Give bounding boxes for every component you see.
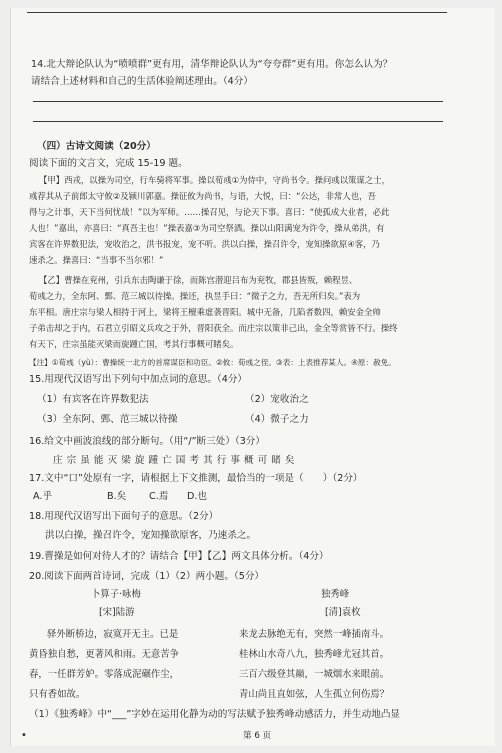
q17-option-a: A.乎 <box>33 491 53 502</box>
q15-item: （1）有宾客在许界数犯法 <box>37 394 149 405</box>
q18-sentence: 洪以白操，操召许令，宠知操欲原客，乃速杀之。 <box>45 530 257 541</box>
poem1-title: 卜算子·咏梅 <box>91 589 141 600</box>
q17-option-c: C.焉 <box>149 491 169 502</box>
q19-stem: 19.曹操是如何对待人才的？请结合【甲】【乙】两文具体分析。（4分） <box>29 551 329 562</box>
poem1-line: 黄昏独自愁，更著风和雨。无意苦争 <box>29 649 180 660</box>
page-number: 第 6 页 <box>243 731 272 741</box>
passage-b-line: 荀彧之力，全东阿、鄄、范三城以待操。操还，执昱手曰：“微子之力，吾无所归矣。”表为 <box>29 291 361 301</box>
passage-a-line: 彧荐其从子前郎太守攸②及颍川郭嘉。操征攸为尚书，与语，大悦，曰：“公达，非常人也，吾 <box>29 191 376 201</box>
q20-sub1: （1）《独秀峰》中“___”字妙在运用化静为动的写法赋予独秀峰动感活力，并生动地凸显 <box>29 709 401 720</box>
q15-item: （3）全东阿、鄄、范三城以待操 <box>37 414 178 425</box>
exam-page <box>10 8 495 746</box>
q14-line2: 请结合上述材料和自己的生活体验阐述理由。（4分） <box>31 76 253 87</box>
passage-a-line: 宾客在许界数犯法，宠收治之，洪书报宠，宠不听。洪以白操，操召许令，宠知操欲原④客，乃 <box>29 239 380 249</box>
poem2-author: [清]袁枚 <box>325 607 361 618</box>
q17-option-d: D.也 <box>187 491 208 502</box>
footnote: 【注】①荀彧（yù）：曹操统一北方的首席谋臣和功臣。②攸：荀彧之侄。③表：上表推荐某人。④原：赦免。 <box>29 358 396 367</box>
poem2-line: 青山尚且直如弦，人生孤立何伤焉？ <box>239 689 390 700</box>
q15-item: （4）微子之力 <box>245 414 309 425</box>
q16-stem: 16.给文中画波浪线的部分断句。（用“/”断三处）（3分） <box>29 436 265 447</box>
passage-a-line: 速杀之。操喜曰：“当事不当尔邪！” <box>29 255 164 265</box>
q20-stem: 20.阅读下面两首诗词，完成（1）（2）两小题。（5分） <box>29 571 265 582</box>
poem2-line: 来龙去脉绝无有，突然一峰插南斗。 <box>239 629 390 640</box>
passage-a-line: 得与之计事，天下当何忧哉！”以为军师。……操召见，与论天下事。喜曰：“使孤成大业者，必此 <box>29 207 390 217</box>
poem1-author: [宋]陆游 <box>99 607 135 618</box>
passage-a-line: 【甲】西戎，以操为司空，行车骑将军事。操以荀彧①为侍中，守尚书令。操问彧以策谋之士， <box>39 175 390 185</box>
passage-b-line: 【乙】曹操在兖州，引兵东击陶谦于徐，而陈宫潜迎吕布为兖牧，郡县皆叛，赖程昱、 <box>39 275 358 285</box>
passage-a-line: 人也！”嘉出，亦喜曰：“真吾主也！”操表嘉③为司空祭酒。操以山阳满宠为许令，操从弟洪，有 <box>29 223 385 233</box>
poem2-title: 独秀峰 <box>321 589 350 600</box>
section-title: （四）古诗文阅读（20分） <box>37 141 156 152</box>
q17-option-b: B.矣 <box>107 491 127 502</box>
poem1-line: 驿外断桥边，寂寞开无主。已是 <box>47 629 179 640</box>
page-mark-dot: • <box>21 730 27 741</box>
q15-stem: 15.用现代汉语写出下列句中加点词的意思。（4分） <box>29 374 248 385</box>
answer-line-2 <box>33 121 443 122</box>
passage-b-line: 东平相。唐庄宗与梁人相持于河上，梁将王檀乘虚袭晋阳。城中无备，几陷者数四，赖安金全帅 <box>29 307 381 317</box>
divider-top <box>27 12 447 13</box>
poem2-line: 桂林山水奇八九，独秀峰尤冠其首。 <box>239 649 390 660</box>
q15-item: （2）宠收治之 <box>245 394 309 405</box>
passage-b-line: 有天下，庄宗虽能灭梁而旋踵亡国，考其行事概可睹矣。 <box>29 339 239 349</box>
q14-line1: 14.北大辩论队认为“喷喷群”更有用，清华辩论队认为“夸夸群”更有用。你怎么认为？ <box>31 59 393 70</box>
answer-line-1 <box>33 101 443 102</box>
section-instruction: 阅读下面的文言文，完成 15-19 题。 <box>29 158 188 169</box>
poem1-line: 春，一任群芳妒。零落成泥碾作尘， <box>29 669 180 680</box>
q16-sentence: 庄 宗 虽 能 灭 梁 旋 踵 亡 国 考 其 行 事 概 可 睹 矣 <box>53 455 296 466</box>
q18-stem: 18.用现代汉语写出下面句子的意思。（2分） <box>29 511 219 522</box>
poem1-line: 只有香如故。 <box>29 689 86 700</box>
poem2-line: 三百六级登其巅，一城烟水来眼前。 <box>239 669 390 680</box>
q17-stem: 17.文中“口”处原有一字，请根据上下文推测，最恰当的一项是（ ）（2分） <box>29 473 363 484</box>
passage-b-line: 子弟击却之于内，石君立引昭义兵攻之于外，晋阳获全。而庄宗以策非己出，金全等赏皆不行。操终 <box>29 323 398 333</box>
